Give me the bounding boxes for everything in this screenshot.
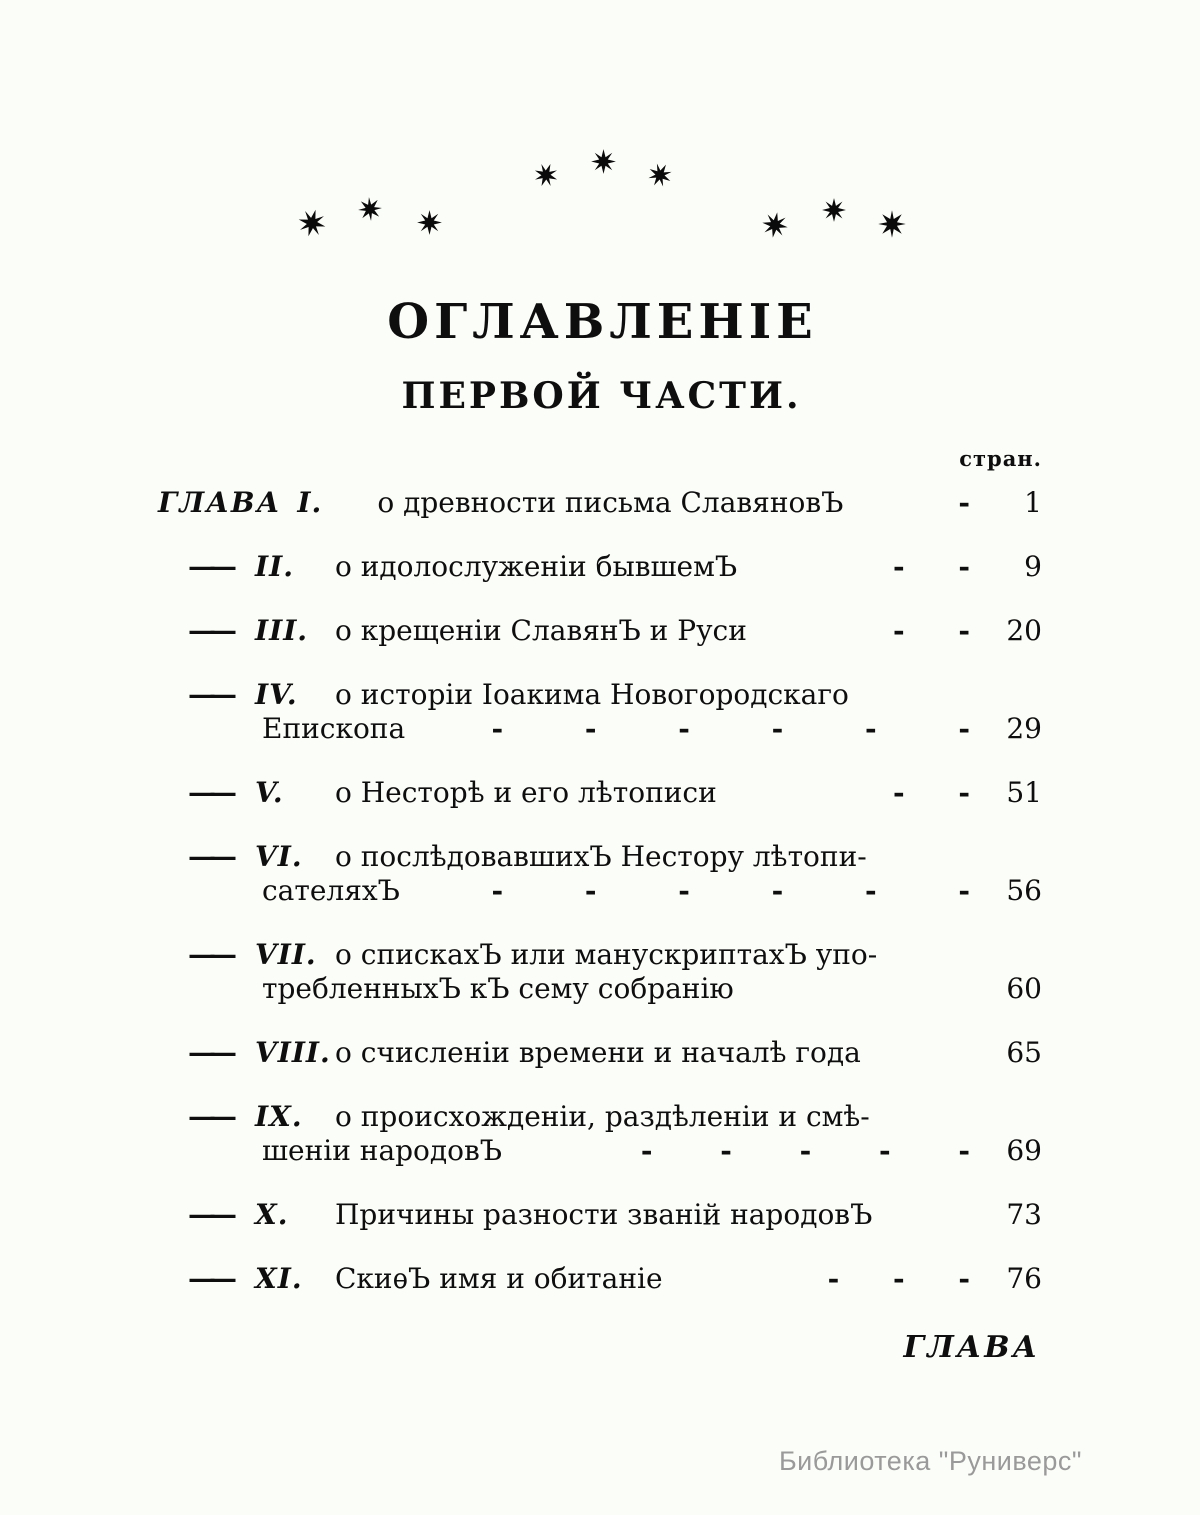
toc-entry bbox=[158, 1036, 1042, 1070]
toc-entry-line bbox=[158, 614, 1042, 648]
toc-chapter-numeral: X. bbox=[255, 1198, 289, 1231]
page-title: ОГЛАВЛЕНІЕ bbox=[387, 294, 818, 350]
toc-page-number: 60 bbox=[1006, 972, 1042, 1005]
toc-chapter-label: ГЛАВА bbox=[158, 486, 282, 519]
toc-chapter-label: —— bbox=[188, 938, 230, 971]
toc-page-number: 20 bbox=[1006, 614, 1042, 647]
toc-entry bbox=[158, 678, 1042, 746]
toc-page-number: 69 bbox=[1006, 1134, 1042, 1167]
toc-entry-line bbox=[158, 678, 1042, 712]
star-ornament-icon bbox=[871, 203, 913, 245]
page-subtitle: ПЕРВОЙ ЧАСТИ. bbox=[401, 375, 802, 417]
toc-page-number: 29 bbox=[1006, 712, 1042, 745]
toc-entry bbox=[158, 1262, 1042, 1296]
toc-entry-title-continued: Епископа bbox=[262, 712, 406, 745]
toc-chapter-numeral: I. bbox=[297, 486, 323, 519]
toc-entry-title: СкиѳЪ имя и обитаніе bbox=[335, 1262, 663, 1295]
toc-entry bbox=[158, 614, 1042, 648]
toc-chapter-numeral: VII. bbox=[255, 938, 317, 971]
toc-entry-title-continued: требленныхЪ кЪ сему собранію bbox=[262, 972, 734, 1005]
toc-entry-line bbox=[158, 938, 1042, 972]
toc-chapter-numeral: VIII. bbox=[255, 1036, 331, 1069]
toc-entry-title: о исторіи Іоакима Новогородскаго bbox=[335, 678, 849, 711]
toc-entry-line bbox=[158, 1198, 1042, 1232]
toc-entry bbox=[158, 1100, 1042, 1168]
star-ornament-icon bbox=[642, 157, 678, 193]
toc-page-number: 73 bbox=[1006, 1198, 1042, 1231]
star-ornament-icon bbox=[294, 205, 331, 242]
toc-leader-dashes: - - - - - - bbox=[491, 712, 970, 745]
toc-entry bbox=[158, 840, 1042, 908]
toc-leader-dashes: - - bbox=[893, 614, 970, 647]
toc-chapter-label: —— bbox=[188, 1262, 230, 1295]
toc-entry bbox=[158, 1198, 1042, 1232]
toc-entry-line bbox=[158, 840, 1042, 874]
toc-entry-title: о древности письма СлавяновЪ bbox=[377, 486, 844, 519]
toc-entry-title: о спискахЪ или манускриптахЪ упо- bbox=[335, 938, 878, 971]
toc-chapter-numeral: III. bbox=[255, 614, 309, 647]
star-ornament-icon bbox=[529, 158, 563, 192]
toc-entry-title-continued: сателяхЪ bbox=[262, 874, 400, 907]
toc-chapter-numeral: IX. bbox=[255, 1100, 303, 1133]
toc-entry-line bbox=[158, 874, 1042, 908]
toc-chapter-label: —— bbox=[188, 1100, 230, 1133]
toc-chapter-numeral: VI. bbox=[255, 840, 303, 873]
watermark: Библиотека "Руниверс" bbox=[778, 1446, 1082, 1476]
toc-entry-title: о крещеніи СлавянЪ и Руси bbox=[335, 614, 747, 647]
toc-page-number: 56 bbox=[1006, 874, 1042, 907]
toc-page-number: 1 bbox=[1024, 486, 1042, 519]
toc-entry bbox=[158, 486, 1042, 520]
toc-chapter-label: —— bbox=[188, 840, 230, 873]
toc-page-number: 9 bbox=[1024, 550, 1042, 583]
toc-entry-title-continued: шеніи народовЪ bbox=[262, 1134, 503, 1167]
star-ornament-icon bbox=[821, 197, 847, 223]
star-ornament-icon bbox=[352, 191, 389, 228]
table-of-contents bbox=[158, 486, 1042, 1326]
toc-entry-title: о идолослуженіи бывшемЪ bbox=[335, 550, 738, 583]
toc-entry-line bbox=[158, 1100, 1042, 1134]
toc-leader-dashes: - - bbox=[893, 776, 970, 809]
toc-chapter-label: —— bbox=[188, 678, 230, 711]
toc-leader-dashes: - bbox=[958, 486, 970, 519]
star-ornament-icon bbox=[759, 209, 791, 241]
toc-chapter-label: —— bbox=[188, 1036, 230, 1069]
toc-chapter-numeral: V. bbox=[255, 776, 284, 809]
toc-entry-line bbox=[158, 972, 1042, 1006]
toc-entry-line bbox=[158, 1036, 1042, 1070]
page-column-header: стран. bbox=[959, 446, 1042, 471]
toc-page-number: 65 bbox=[1006, 1036, 1042, 1069]
toc-entry-line bbox=[158, 1134, 1042, 1168]
toc-entry-line bbox=[158, 1262, 1042, 1296]
toc-entry-line bbox=[158, 486, 1042, 520]
toc-chapter-numeral: XI. bbox=[255, 1262, 303, 1295]
toc-entry-line bbox=[158, 712, 1042, 746]
toc-chapter-label: —— bbox=[188, 550, 230, 583]
toc-chapter-label: —— bbox=[188, 1198, 230, 1231]
toc-leader-dashes: - - - - - - bbox=[491, 874, 970, 907]
toc-entry-title: о происхожденіи, раздѣленіи и смѣ- bbox=[335, 1100, 870, 1133]
toc-leader-dashes: - - bbox=[893, 550, 970, 583]
toc-entry bbox=[158, 938, 1042, 1006]
toc-entry-title: о Несторѣ и его лѣтописи bbox=[335, 776, 717, 809]
toc-page-number: 76 bbox=[1006, 1262, 1042, 1295]
toc-entry bbox=[158, 776, 1042, 810]
toc-chapter-label: —— bbox=[188, 776, 230, 809]
toc-entry bbox=[158, 550, 1042, 584]
toc-entry-line bbox=[158, 776, 1042, 810]
toc-entry-title: о послѣдовавшихЪ Нестору лѣтопи- bbox=[335, 840, 867, 873]
toc-leader-dashes: - - - bbox=[827, 1262, 970, 1295]
toc-leader-dashes: - - - - - bbox=[640, 1134, 970, 1167]
toc-chapter-numeral: II. bbox=[255, 550, 294, 583]
toc-entry-title: о счисленіи времени и началѣ года bbox=[335, 1036, 861, 1069]
toc-chapter-label: —— bbox=[188, 614, 230, 647]
star-ornament-icon bbox=[416, 209, 443, 236]
star-ornament-icon bbox=[590, 148, 617, 175]
toc-chapter-numeral: IV. bbox=[255, 678, 298, 711]
toc-entry-title: Причины разности званій народовЪ bbox=[335, 1198, 873, 1231]
toc-entry-line bbox=[158, 550, 1042, 584]
toc-page-number: 51 bbox=[1006, 776, 1042, 809]
catchword: ГЛАВА bbox=[903, 1330, 1040, 1365]
